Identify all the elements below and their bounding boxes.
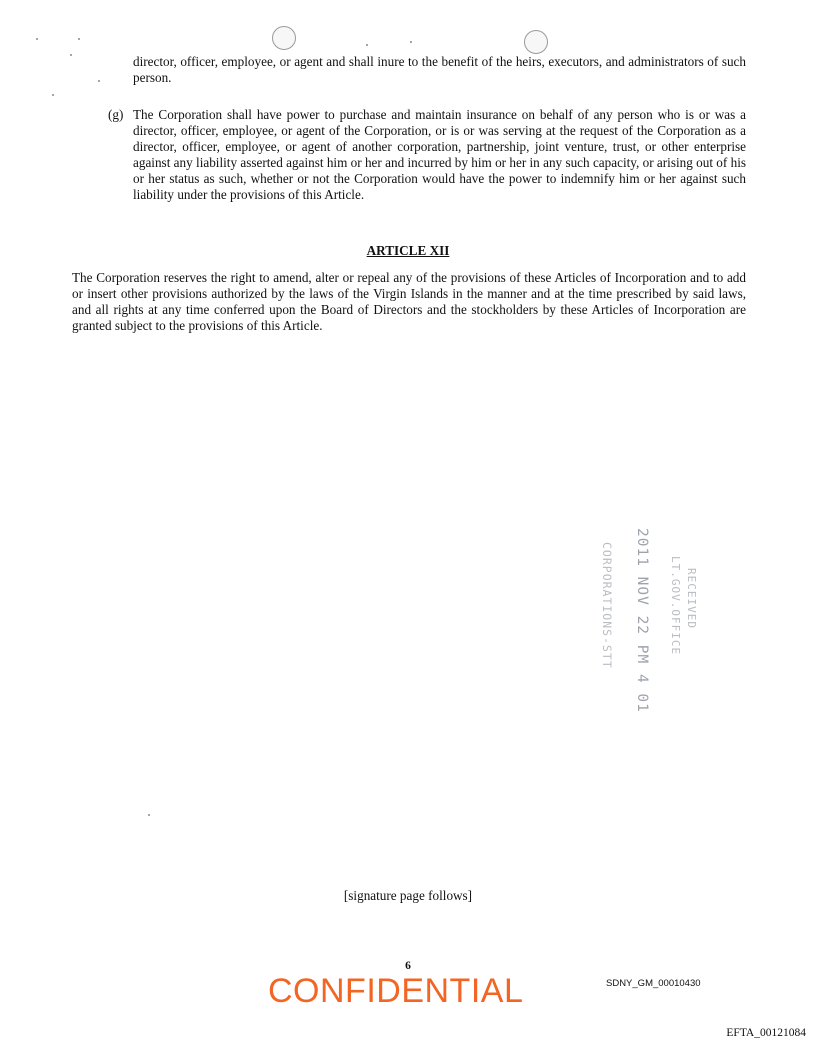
scan-speck (410, 41, 412, 43)
bates-number: SDNY_GM_00010430 (606, 978, 701, 989)
paragraph-g-label: (g) (108, 107, 124, 122)
punch-hole-right (524, 30, 548, 54)
punch-hole-left (272, 26, 296, 50)
continued-paragraph: director, officer, employee, or agent and shall inure to the benefit of the heirs, executors, and administrators of such person. (133, 54, 746, 85)
scan-speck (366, 44, 368, 46)
stamp-office-text: LT.GOV.OFFICE (669, 556, 682, 656)
stamp-received-text: RECEIVED (685, 568, 698, 629)
scan-speck (70, 54, 72, 56)
paragraph-g-text: The Corporation shall have power to purchase and maintain insurance on behalf of any person who is or was a director, officer, employee, or agent of the Corporation, or is or was serving at the request of the Corporation as a director, officer, employee, or agent of another corporation, partnership, joint venture, trust, or other enterprise against any liability asserted against him or her and incurred by him or her in any such capacity, or arising out of his or her status as such, whether or not the Corporation would have the power to indemnify him or her against such liability under the provisions of this Article. (133, 107, 746, 202)
scan-speck (148, 814, 150, 816)
signature-page-note: [signature page follows] (343, 888, 473, 903)
article-heading: ARTICLE XII (366, 243, 450, 258)
scan-speck (52, 94, 54, 96)
received-stamp (598, 522, 698, 713)
scan-speck (98, 80, 100, 82)
article-paragraph: The Corporation reserves the right to amend, alter or repeal any of the provisions of these Articles of Incorporation and to add or insert other provisions authorized by the laws of the Virgin Islands in the manner and at the time prescribed by said laws, and all rights at any time conferred upon the Board of Directors and the stockholders by these Articles of Incorporation are granted subject to the provisions of this Article. (72, 270, 746, 333)
stamp-date-text: 2011 NOV 22 PM 4 01 (634, 528, 650, 713)
stamp-division-text: CORPORATIONS-STT (600, 542, 614, 669)
scan-speck (78, 38, 80, 40)
confidential-label: CONFIDENTIAL (268, 972, 524, 1010)
efta-number: EFTA_00121084 (726, 1027, 806, 1039)
scan-speck (36, 38, 38, 40)
page-number: 6 (405, 960, 411, 972)
